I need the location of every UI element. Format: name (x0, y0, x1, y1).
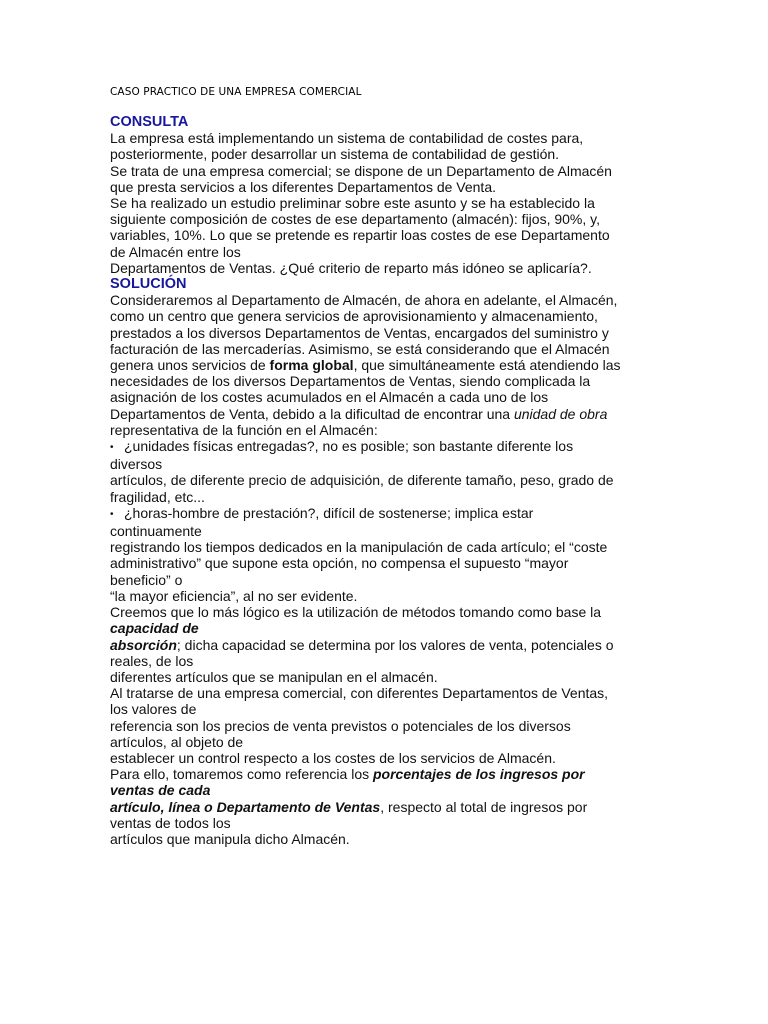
bullet-icon: • (110, 508, 114, 520)
solucion-line: artículos, al objeto de (110, 733, 244, 750)
bullet-continuation: fragilidad, etc... (110, 488, 205, 505)
solucion-line (110, 357, 658, 373)
bullet-continuation: administrativo” que supone esta opción, no compensa el supuesto “mayor (110, 555, 569, 572)
text-run: Para ello, tomaremos como referencia los (110, 766, 373, 783)
solucion-line: prestados a los diversos Departamentos de Ventas, encargados del suministro y (110, 324, 609, 341)
solucion-line: Al tratarse de una empresa comercial, con diferentes Departamentos de Ventas, (110, 685, 609, 702)
solucion-line: representativa de la función en el Almacén: (110, 421, 378, 438)
document-title: CASO PRACTICO DE UNA EMPRESA COMERCIAL (110, 86, 362, 98)
consulta-line: variables, 10%. Lo que se pretende es repartir loas costes de ese Departamento (110, 227, 610, 244)
bullet-continuation: “la mayor eficiencia”, al no ser evidente. (110, 587, 358, 604)
solucion-line: Creemos que lo más lógico es la utilización de métodos tomando como base la (110, 604, 602, 621)
emphasis-articulo-linea: artículo, línea o Departamento de Ventas (110, 798, 381, 815)
bullet-continuation: beneficio” o (110, 571, 183, 588)
solucion-line (110, 799, 658, 815)
bullet-item (110, 505, 658, 523)
consulta-line: Se trata de una empresa comercial; se dispone de un Departamento de Almacén (110, 162, 612, 179)
bullet-icon: • (110, 442, 114, 454)
text-run: , que simultáneamente está atendiendo las (353, 357, 621, 374)
solucion-line: referencia son los precios de venta previstos o potenciales de los diversos (110, 717, 571, 734)
emphasis-forma-global: forma global (269, 357, 354, 374)
emphasis-capacidad: capacidad de (110, 620, 199, 637)
solucion-line: asignación de los costes acumulados en el Almacén a cada uno de los (110, 389, 549, 406)
solucion-line: diferentes artículos que se manipulan en el almacén. (110, 668, 438, 685)
bullet-continuation: continuamente (110, 523, 202, 540)
consulta-line: que presta servicios a los diferentes Departamentos de Venta. (110, 178, 496, 195)
bullet-continuation: registrando los tiempos dedicados en la manipulación de cada artículo; el “coste (110, 539, 608, 556)
emphasis-porcentajes: porcentajes de los ingresos por (373, 766, 585, 783)
emphasis-absorcion: absorción (110, 636, 177, 653)
solucion-line (110, 406, 658, 422)
solucion-line: Consideraremos al Departamento de Almacén, de ahora en adelante, el Almacén, (110, 292, 618, 309)
bullet-continuation: diversos (110, 456, 163, 473)
text-run: , respecto al total de ingresos por (380, 798, 588, 815)
consulta-line: Se ha realizado un estudio preliminar sobre este asunto y se ha establecido la (110, 195, 595, 212)
solucion-line: artículos que manipula dicho Almacén. (110, 830, 350, 847)
solucion-line: establecer un control respecto a los costes de los servicios de Almacén. (110, 749, 556, 766)
solucion-line (110, 637, 658, 653)
consulta-heading: CONSULTA (110, 114, 189, 130)
solucion-line: ventas de todos los (110, 814, 231, 831)
bullet-text: ¿horas-hombre de prestación?, difícil de sostenerse; implica estar (124, 504, 534, 521)
solucion-line: reales, de los (110, 652, 194, 669)
solucion-line (110, 766, 658, 782)
consulta-line: posteriormente, poder desarrollar un sistema de contabilidad de gestión. (110, 146, 560, 163)
consulta-line: La empresa está implementando un sistema de contabilidad de costes para, (110, 130, 584, 147)
text-run: Departamentos de Venta, debido a la dificultad de encontrar una (110, 405, 514, 422)
solucion-line: los valores de (110, 701, 197, 718)
bullet-continuation: artículos, de diferente precio de adquisición, de diferente tamaño, peso, grado de (110, 472, 614, 489)
document-body (110, 114, 658, 847)
emphasis-unidad-de-obra: unidad de obra (513, 405, 608, 422)
emphasis-ventas: ventas de cada (110, 782, 211, 799)
solucion-heading: SOLUCIÓN (110, 276, 187, 293)
solucion-line: facturación de las mercaderías. Asimismo, se está considerando que el Almacén (110, 340, 610, 357)
solucion-line: necesidades de los diversos Departamentos de Ventas, siendo complicada la (110, 373, 591, 390)
solucion-line: como un centro que genera servicios de aprovisionamiento y almacenamiento, (110, 308, 598, 325)
bullet-item (110, 438, 658, 456)
consulta-line: siguiente composición de costes de ese departamento (almacén): fijos, 90%, y, (110, 211, 600, 228)
bullet-text: ¿unidades físicas entregadas?, no es posible; son bastante diferente los (124, 438, 574, 455)
text-run: ; dicha capacidad se determina por los valores de venta, potenciales o (176, 636, 614, 653)
text-run: genera unos servicios de (110, 357, 270, 374)
consulta-line: de Almacén entre los (110, 243, 241, 260)
consulta-line: Departamentos de Ventas. ¿Qué criterio de reparto más idóneo se aplicaría?. (110, 259, 592, 276)
